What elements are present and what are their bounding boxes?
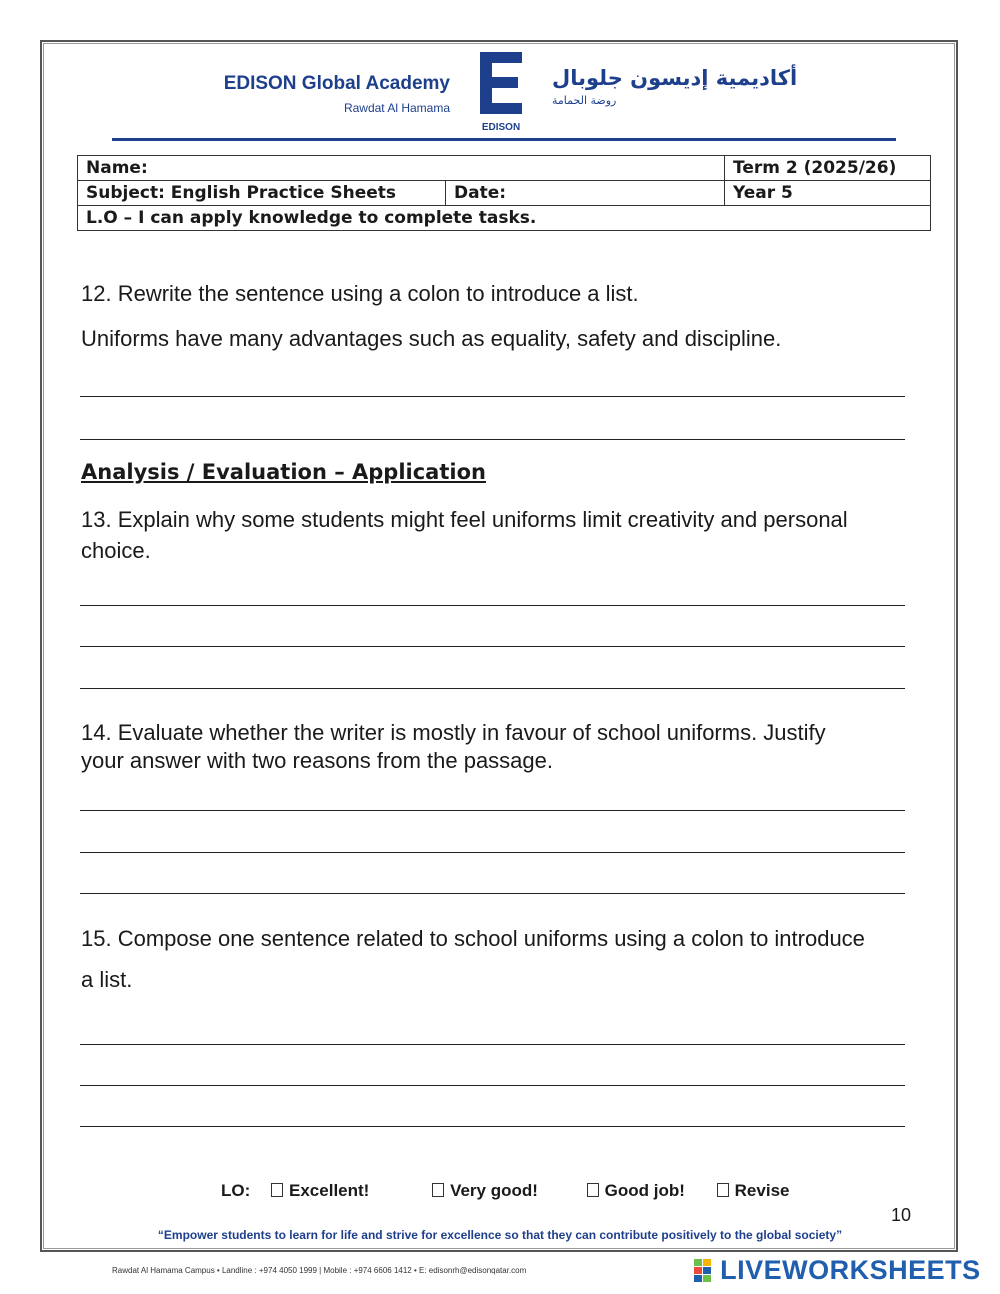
option-very-good[interactable]: Very good! [432, 1181, 538, 1201]
liveworksheets-brand: LIVEWORKSHEETS [720, 1255, 981, 1285]
checkbox-icon[interactable] [432, 1183, 444, 1197]
name-field[interactable]: Name: [78, 156, 725, 181]
year-cell: Year 5 [725, 181, 931, 206]
logo-caption: EDISON [481, 122, 521, 132]
school-name-arabic [552, 66, 812, 107]
learning-objective: L.O – I can apply knowledge to complete tasks. [78, 206, 931, 231]
option-revise[interactable]: Revise [717, 1181, 790, 1201]
checkbox-icon[interactable] [717, 1183, 729, 1197]
liveworksheets-logo-icon [694, 1259, 712, 1283]
campus-ar: روضة الحمامة [552, 94, 617, 107]
section-heading: Analysis / Evaluation – Application [81, 460, 486, 484]
answer-line[interactable] [80, 688, 905, 689]
answer-line[interactable] [80, 810, 905, 811]
option-good-job[interactable]: Good job! [587, 1181, 685, 1201]
answer-line[interactable] [80, 396, 905, 397]
contact-info: Rawdat Al Hamama Campus • Landline : +974 4050 1999 | Mobile : +974 6606 1412 • E: edisonrh@edisonqatar.com [112, 1266, 527, 1275]
liveworksheets-watermark [694, 1255, 981, 1283]
answer-line[interactable] [80, 646, 905, 647]
lo-label: LO: [221, 1181, 251, 1200]
header-divider [112, 138, 896, 141]
option-excellent[interactable]: Excellent! [271, 1181, 369, 1201]
self-assessment-row [221, 1181, 789, 1201]
question-14-line-1: 14. Evaluate whether the writer is mostly in favour of school uniforms. Justify [81, 720, 826, 745]
school-name-en: EDISON Global Academy [223, 73, 450, 94]
term-cell: Term 2 (2025/26) [725, 156, 931, 181]
question-13-line-2: choice. [81, 538, 151, 563]
answer-line[interactable] [80, 893, 905, 894]
question-15-line-1: 15. Compose one sentence related to school uniforms using a colon to introduce [81, 926, 865, 951]
subject-cell: Subject: English Practice Sheets [78, 181, 446, 206]
campus-en: Rawdat Al Hamama [343, 101, 450, 115]
school-name-ar: أكاديمية إديسون جلوبال [552, 66, 798, 90]
edison-logo-icon [478, 52, 524, 132]
school-name-english [212, 73, 450, 115]
page-number: 10 [891, 1205, 912, 1225]
checkbox-icon[interactable] [271, 1183, 283, 1197]
student-info-table [77, 155, 931, 231]
date-field[interactable]: Date: [446, 181, 725, 206]
question-12-sentence: Uniforms have many advantages such as equality, safety and discipline. [81, 326, 782, 351]
question-13-line-1: 13. Explain why some students might feel uniforms limit creativity and personal [81, 507, 848, 532]
question-12-prompt: 12. Rewrite the sentence using a colon to introduce a list. [81, 281, 639, 306]
answer-line[interactable] [80, 605, 905, 606]
question-15-line-2: a list. [81, 967, 133, 992]
question-14-line-2: your answer with two reasons from the passage. [81, 748, 554, 773]
answer-line[interactable] [80, 1044, 905, 1045]
answer-line[interactable] [80, 439, 905, 440]
school-motto: “Empower students to learn for life and strive for excellence so that they can contribute positively to the global society” [157, 1228, 843, 1242]
answer-line[interactable] [80, 852, 905, 853]
answer-line[interactable] [80, 1085, 905, 1086]
checkbox-icon[interactable] [587, 1183, 599, 1197]
answer-line[interactable] [80, 1126, 905, 1127]
